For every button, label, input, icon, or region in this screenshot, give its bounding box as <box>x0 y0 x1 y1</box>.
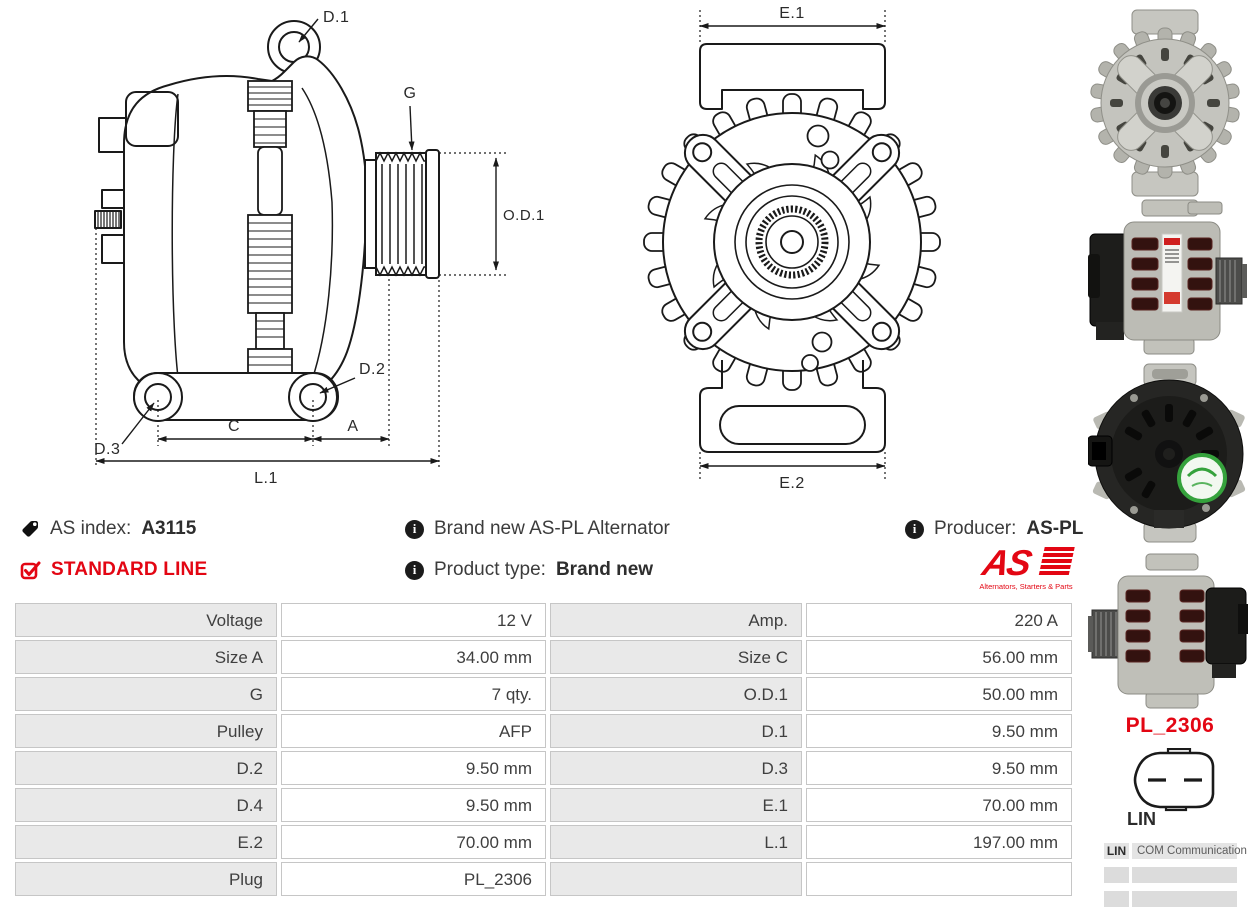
alternator-side-view-diagram <box>66 2 548 492</box>
plug-pin-label: LIN <box>1127 809 1156 829</box>
plug-connector-diagram <box>1128 748 1228 812</box>
info-column-middle <box>405 517 670 582</box>
spec-value: 7 qty. <box>281 677 546 711</box>
standard-line-label: STANDARD LINE <box>51 559 208 580</box>
spec-value: AFP <box>281 714 546 748</box>
dim-label-od1: O.D.1 <box>503 207 545 224</box>
spec-label: Plug <box>15 862 277 896</box>
info-icon: i <box>405 561 424 580</box>
dim-label-d1: D.1 <box>323 9 350 26</box>
dim-label-d2: D.2 <box>359 361 386 378</box>
alternator-front-view-diagram <box>622 2 967 494</box>
spec-label: G <box>15 677 277 711</box>
conn-pin: LIN <box>1104 843 1129 859</box>
spec-label: Pulley <box>15 714 277 748</box>
spec-label: D.4 <box>15 788 277 822</box>
info-icon: i <box>905 520 924 539</box>
conn-desc-empty <box>1132 867 1237 883</box>
spec-value: PL_2306 <box>281 862 546 896</box>
product-type-line <box>405 558 670 582</box>
spec-label: D.2 <box>15 751 277 785</box>
spec-label: O.D.1 <box>550 677 802 711</box>
spec-label: Size A <box>15 640 277 674</box>
logo-tagline: Alternators, Starters & Parts <box>979 582 1073 591</box>
as-pl-logo <box>974 541 1078 595</box>
product-photo-side-left <box>1088 552 1248 710</box>
product-type-value: Brand new <box>555 559 654 580</box>
spec-label <box>550 862 802 896</box>
tag-icon <box>20 519 40 539</box>
dim-label-d3: D.3 <box>94 441 121 458</box>
spec-label: Voltage <box>15 603 277 637</box>
product-type-label: Product type: <box>434 559 546 580</box>
product-photo-rear <box>1088 362 1248 547</box>
info-column-right <box>905 517 1083 541</box>
info-icon: i <box>405 520 424 539</box>
conn-pin-empty <box>1104 891 1129 907</box>
dim-label-e1: E.1 <box>779 5 805 22</box>
plug-name: PL_2306 <box>1125 714 1215 737</box>
svg-text:AS: AS <box>979 542 1034 583</box>
conn-desc: COM Communication <box>1132 843 1237 859</box>
conn-desc-empty <box>1132 891 1237 907</box>
spec-value: 70.00 mm <box>281 825 546 859</box>
green-quality-sticker <box>1179 455 1225 501</box>
spec-value <box>806 862 1072 896</box>
dim-label-a: A <box>347 418 359 435</box>
conn-pin-empty <box>1104 867 1129 883</box>
spec-value: 9.50 mm <box>281 788 546 822</box>
spec-value: 9.50 mm <box>281 751 546 785</box>
spec-label: Size C <box>550 640 802 674</box>
checked-checkbox-icon <box>20 560 41 581</box>
spec-value: 9.50 mm <box>806 751 1072 785</box>
spec-table <box>15 603 1072 896</box>
spec-value: 220 A <box>806 603 1072 637</box>
product-photo-front <box>1088 8 1243 198</box>
spec-value: 197.00 mm <box>806 825 1072 859</box>
producer-line <box>905 517 1083 541</box>
info-column-left <box>20 517 207 582</box>
spec-value: 9.50 mm <box>806 714 1072 748</box>
as-index-label: AS index: <box>50 518 132 539</box>
product-photo-side-right <box>1088 198 1248 356</box>
standard-line-badge <box>20 558 207 582</box>
connection-table <box>1104 843 1247 907</box>
spec-label: E.2 <box>15 825 277 859</box>
dim-label-e2: E.2 <box>779 475 805 492</box>
spec-label: D.3 <box>550 751 802 785</box>
dim-label-l1: L.1 <box>254 470 278 487</box>
producer-label: Producer: <box>934 518 1017 539</box>
dim-label-g: G <box>403 85 417 102</box>
as-index-value: A3115 <box>141 518 197 539</box>
dim-label-c: C <box>227 418 241 435</box>
spec-label: E.1 <box>550 788 802 822</box>
spec-value: 50.00 mm <box>806 677 1072 711</box>
spec-value: 12 V <box>281 603 546 637</box>
producer-value: AS-PL <box>1026 518 1084 539</box>
spec-value: 56.00 mm <box>806 640 1072 674</box>
as-index-line <box>20 517 207 541</box>
spec-value: 70.00 mm <box>806 788 1072 822</box>
spec-label: D.1 <box>550 714 802 748</box>
spec-label: L.1 <box>550 825 802 859</box>
spec-label: Amp. <box>550 603 802 637</box>
product-description: Brand new AS-PL Alternator <box>434 518 670 539</box>
spec-value: 34.00 mm <box>281 640 546 674</box>
description-line <box>405 517 670 541</box>
